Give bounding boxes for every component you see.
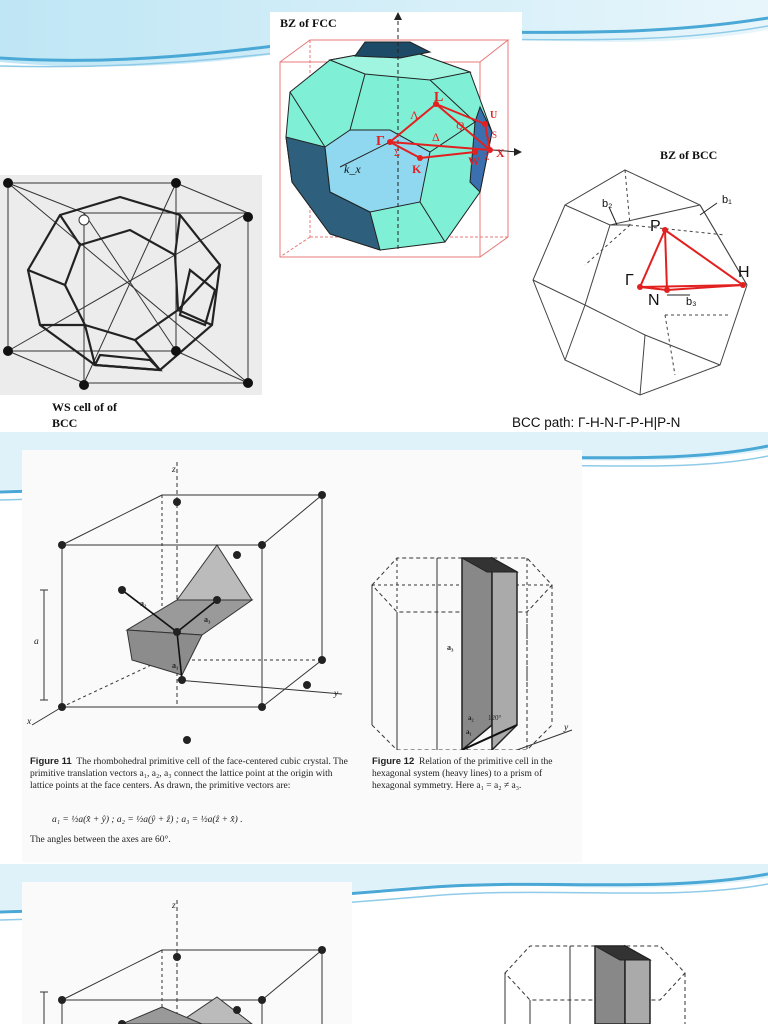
fig11-vector-a1: a₁ xyxy=(172,661,179,670)
fig11-diagram-repeat xyxy=(22,882,352,1024)
bcc-title: BZ of BCC xyxy=(660,148,718,162)
slide-3 xyxy=(0,864,768,1024)
fig11-axis-z: z xyxy=(172,465,176,475)
bcc-vector-b1: b₁ xyxy=(722,194,732,206)
fig11-title: Figure 11 xyxy=(30,756,72,767)
fig12-caption xyxy=(372,756,577,792)
fig12-vector-a1: a₁ xyxy=(466,728,472,736)
fig11-vector-a3: a₃ xyxy=(204,615,211,624)
ws-cell-diagram xyxy=(0,175,262,395)
slide-1 xyxy=(0,0,768,432)
bcc-point-gamma: Γ xyxy=(625,272,634,289)
line-lambda: Λ xyxy=(410,108,419,122)
ws-cell-figure xyxy=(0,175,262,395)
line-Q: Q xyxy=(456,120,464,132)
fig12-diagram-repeat xyxy=(495,938,710,1024)
fig12-vector-a3: a₃ xyxy=(447,643,454,652)
fig12-axis-y: y xyxy=(564,723,569,733)
line-S: S xyxy=(492,130,498,140)
fig11-axis-z-repeat: z xyxy=(172,901,176,911)
fig11-text: The rhombohedral primitive cell of the face-centered cubic crystal. The primitive translation vectors a₁, a₂, a₃ connect the lattice point at the origin with lattice points at the face centers. As drawn, the primitive vectors are: xyxy=(30,757,348,791)
fig11-edge-a: a xyxy=(34,637,39,647)
fig12-text: Relation of the primitive cell in the hexagonal system (heavy lines) to a prism of hexagonal symmetry. Here a₁ = a₂ ≠ a₃. xyxy=(372,757,553,791)
point-W: W xyxy=(468,154,480,168)
line-sigma: Σ xyxy=(394,148,400,159)
slide-2 xyxy=(0,432,768,864)
fig11-vector-a2: a₂ xyxy=(140,599,147,608)
bcc-point-N: N xyxy=(648,292,660,309)
fcc-bz-diagram xyxy=(270,12,522,270)
scanned-figure-panel xyxy=(22,450,582,862)
point-L: L xyxy=(434,90,444,105)
ws-caption-line1: WS cell of of xyxy=(52,400,117,414)
fcc-title: BZ of FCC xyxy=(280,16,337,30)
bcc-point-P: P xyxy=(650,218,661,235)
ws-caption-line2: BCC xyxy=(52,416,78,430)
fig12-title: Figure 12 xyxy=(372,756,415,767)
point-K: K xyxy=(412,162,422,176)
line-delta: Δ xyxy=(432,130,440,144)
fig12-angle: 120° xyxy=(488,714,502,722)
bcc-vector-b3: b₃ xyxy=(686,296,697,308)
scanned-figure-panel xyxy=(22,882,352,1024)
bcc-vector-b2: b₂ xyxy=(602,198,613,210)
bcc-point-H: H xyxy=(738,264,750,281)
bcc-path-caption: BCC path: Γ-H-N-Γ-P-H|P-N xyxy=(512,415,681,430)
fig11-diagram xyxy=(22,450,362,750)
fig11-axis-y: y xyxy=(334,689,339,699)
fig12-vector-a2: a₂ xyxy=(468,714,474,722)
fig11-caption xyxy=(30,756,350,792)
point-gamma: Γ xyxy=(376,134,385,149)
line-Z: Z xyxy=(484,152,490,162)
fig11-angles: The angles between the axes are 60°. xyxy=(30,835,171,845)
kx-axis-label: k_x xyxy=(344,162,361,176)
point-U: U xyxy=(490,110,498,121)
point-X: X xyxy=(496,146,505,160)
fcc-bz-figure xyxy=(270,12,522,270)
fig11-equation: a₁ = ½a(x̂ + ŷ) ; a₂ = ½a(ŷ + ẑ) ; a₃ = ½a(ẑ + x̂) . xyxy=(52,815,243,825)
fig11-axis-x: x xyxy=(27,717,32,727)
